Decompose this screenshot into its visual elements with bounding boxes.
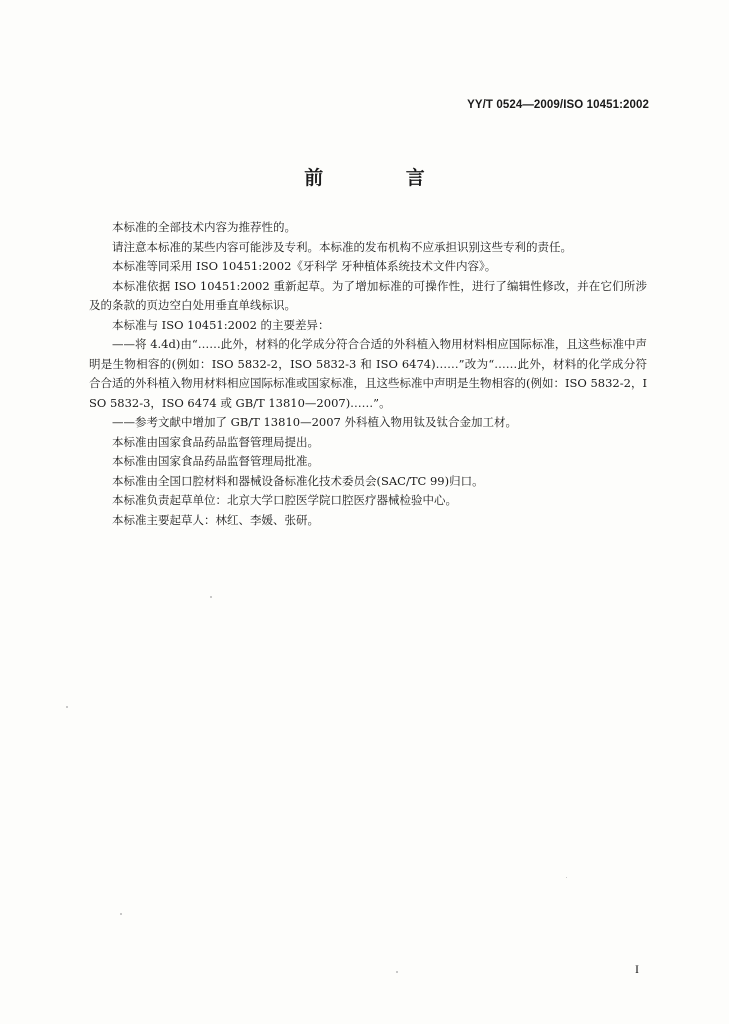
paragraph-difference-item-1: ——将 4.4d)由“……此外，材料的化学成分符合合适的外科植入物用材料相应国际标准，且这些标准中声明是生物相容的(例如：ISO 5832-2，ISO 5832-3 和 ISO 6474)……”改为“……此外，材料的化学成分符合合适的外科植入物用材料相应国际标准或国家标准，且这些标准中声明是生物相容的(例如：ISO 5832-2，ISO 5832-3，ISO 6474 或 GB/T 13810—2007)……”。 <box>89 337 647 410</box>
paragraph-administered-by: 本标准由全国口腔材料和器械设备标准化技术委员会(SAC/TC 99)归口。 <box>112 473 484 488</box>
paragraph-recommendation: 本标准的全部技术内容为推荐性的。 <box>112 220 296 234</box>
paragraph-approved-by: 本标准由国家食品药品监督管理局批准。 <box>112 454 319 468</box>
paragraph-drafting-unit: 本标准负责起草单位：北京大学口腔医学院口腔医疗器械检验中心。 <box>112 493 457 507</box>
paragraph-drafters: 本标准主要起草人：林红、李媛、张研。 <box>112 512 319 527</box>
paragraph-redraft-basis: 本标准依据 ISO 10451:2002 重新起草。为了增加标准的可操作性，进行了编辑性修改，并在它们所涉及的条款的页边空白处用垂直单线标识。 <box>89 278 647 312</box>
paragraph-proposed-by: 本标准由国家食品药品监督管理局提出。 <box>112 434 319 449</box>
page-title: 前 言 <box>304 167 463 189</box>
paragraph-patent-notice: 请注意本标准的某些内容可能涉及专利。本标准的发布机构不应承担识别这些专利的责任。 <box>112 239 572 254</box>
page-number: I <box>635 962 639 976</box>
scan-speck <box>66 706 68 708</box>
standard-code-header: YY/T 0524—2009/ISO 10451:2002 <box>467 99 649 111</box>
paragraph-differences-intro: 本标准与 ISO 10451:2002 的主要差异： <box>112 317 330 332</box>
paragraph-difference-item-2: ——参考文献中增加了 GB/T 13810—2007 外科植入物用钛及钛合金加工材。 <box>112 415 517 429</box>
foreword-body <box>89 218 647 530</box>
scan-speck <box>210 596 212 598</box>
scan-speck <box>396 971 398 973</box>
paragraph-identical-adoption: 本标准等同采用 ISO 10451:2002《牙科学 牙种植体系统技术文件内容》。 <box>112 259 497 273</box>
scan-speck <box>566 877 567 878</box>
scan-speck <box>120 913 122 915</box>
